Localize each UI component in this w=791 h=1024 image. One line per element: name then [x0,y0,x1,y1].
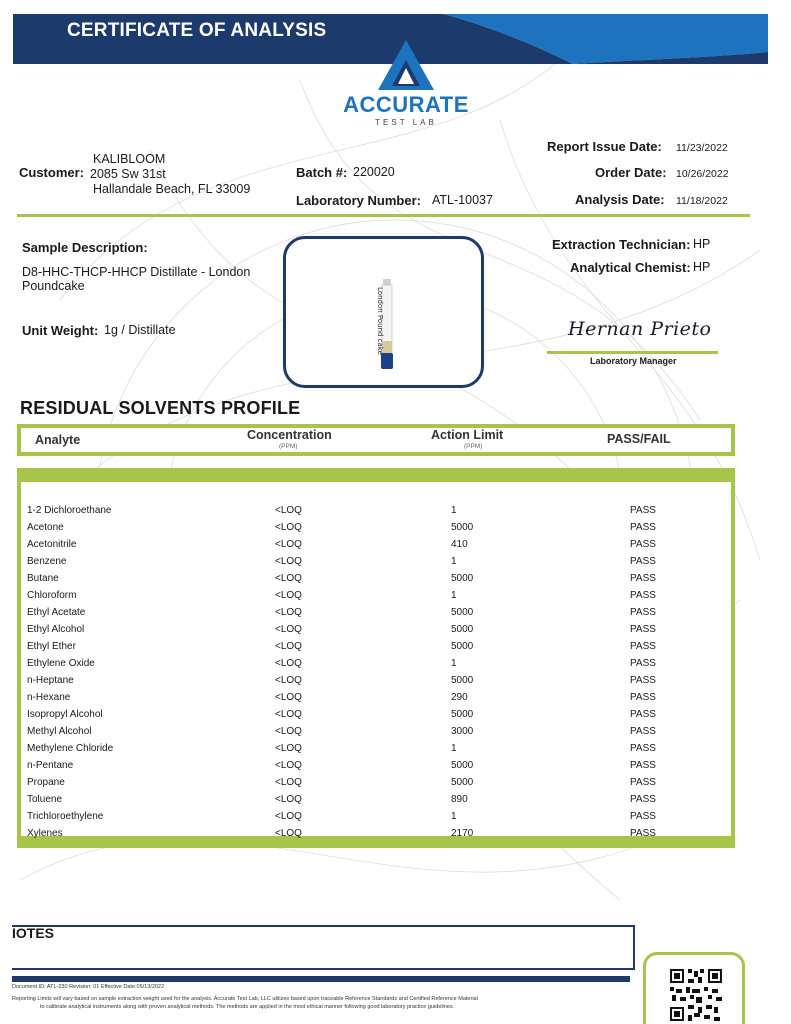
cell-concentration: <LOQ [275,539,302,550]
table-row [21,673,731,690]
notes-box [12,925,635,970]
cell-analyte: Ethyl Alcohol [27,624,85,635]
cell-analyte: n-Pentane [27,760,74,771]
col-concentration-unit: (PPM) [279,443,298,450]
cell-analyte: Chloroform [27,590,77,601]
table-row [21,724,731,741]
cell-analyte: Butane [27,573,59,584]
table-row [21,690,731,707]
table-row [21,554,731,571]
cell-action-limit: 1 [451,811,457,822]
cell-concentration: <LOQ [275,590,302,601]
cell-pass-fail: PASS [630,828,656,839]
cell-analyte: Methyl Alcohol [27,726,92,737]
analysis-date: 11/18/2022 [676,195,728,207]
order-date-label: Order Date: [595,165,667,180]
cell-analyte: Ethylene Oxide [27,658,95,669]
table-row [21,588,731,605]
cell-analyte: Ethyl Acetate [27,607,86,618]
cell-action-limit: 5000 [451,522,474,533]
sample-description-label: Sample Description: [22,240,148,255]
lab-number-value: ATL-10037 [432,193,493,207]
cell-analyte: Xylenes [27,828,63,839]
cell-pass-fail: PASS [630,641,656,652]
analytical-chemist-value: HP [693,260,711,274]
cell-action-limit: 890 [451,794,468,805]
cell-pass-fail: PASS [630,624,656,635]
cell-pass-fail: PASS [630,811,656,822]
table-row [21,605,731,622]
table-row [21,622,731,639]
logo-subtitle: TEST LAB [375,118,437,127]
cell-action-limit: 1 [451,590,457,601]
manager-signature: Hernan Prieto [568,318,712,340]
batch-label: Batch #: [296,165,348,180]
cell-concentration: <LOQ [275,607,302,618]
sample-photo-frame [283,236,484,388]
table-row [21,809,731,826]
table-row [21,639,731,656]
cell-concentration: <LOQ [275,658,302,669]
customer-address-line2: Hallandale Beach, FL 33009 [93,182,251,196]
cell-analyte: Benzene [27,556,67,567]
logo-wordmark: ACCURATE [343,92,469,117]
cell-action-limit: 5000 [451,709,474,720]
cell-pass-fail: PASS [630,556,656,567]
cell-analyte: Isopropyl Alcohol [27,709,103,720]
cell-concentration: <LOQ [275,556,302,567]
cell-pass-fail: PASS [630,777,656,788]
cell-concentration: <LOQ [275,624,302,635]
col-action-limit-unit: (PPM) [464,443,483,450]
notes-title: IOTES [12,925,55,941]
extraction-technician-label: Extraction Technician: [552,237,691,252]
cell-pass-fail: PASS [630,607,656,618]
table-row [21,571,731,588]
cell-analyte: Methylene Chloride [27,743,114,754]
order-date: 10/26/2022 [676,168,729,180]
cell-analyte: Acetonitrile [27,539,77,550]
table-row [21,503,731,520]
report-issue-date: 11/23/2022 [676,142,728,154]
cell-pass-fail: PASS [630,590,656,601]
footer-disclaimer-line1: Reporting Limits will vary based on sample extraction weight used for the analysis. Accurate Test Lab, LLC utilizes based upon traceable Reference Standards and Certified Reference Material [12,996,478,1002]
cell-concentration: <LOQ [275,675,302,686]
col-analyte: Analyte [35,433,81,447]
cell-concentration: <LOQ [275,505,302,516]
cell-concentration: <LOQ [275,811,302,822]
table-row [21,775,731,792]
col-pass-fail: PASS/FAIL [607,432,671,446]
cell-pass-fail: PASS [630,505,656,516]
cell-action-limit: 1 [451,658,457,669]
lab-number-label: Laboratory Number: [296,193,421,208]
unit-weight-value: 1g / Distillate [104,323,176,337]
cell-concentration: <LOQ [275,794,302,805]
cell-analyte: Trichloroethylene [27,811,104,822]
cell-concentration: <LOQ [275,709,302,720]
cell-concentration: <LOQ [275,573,302,584]
customer-label: Customer: [19,165,85,180]
cell-action-limit: 410 [451,539,468,550]
cell-analyte: 1-2 Dichloroethane [27,505,112,516]
customer-address-line1: 2085 Sw 31st [90,167,166,181]
cell-pass-fail: PASS [630,743,656,754]
results-table [17,468,735,848]
cell-concentration: <LOQ [275,828,302,839]
cell-pass-fail: PASS [630,794,656,805]
col-action-limit: Action Limit [431,428,504,442]
cell-pass-fail: PASS [630,692,656,703]
cell-concentration: <LOQ [275,777,302,788]
cell-pass-fail: PASS [630,709,656,720]
table-row [21,826,731,843]
cell-concentration: <LOQ [275,760,302,771]
logo-triangle-icon [336,38,476,94]
cell-action-limit: 5000 [451,777,474,788]
cell-analyte: Ethyl Ether [27,641,76,652]
table-row [21,741,731,758]
table-row [21,520,731,537]
cell-action-limit: 1 [451,556,457,567]
manager-title: Laboratory Manager [590,356,677,366]
table-row [21,707,731,724]
cell-action-limit: 3000 [451,726,474,737]
cell-analyte: n-Heptane [27,675,74,686]
section-title: RESIDUAL SOLVENTS PROFILE [20,398,301,418]
footer-disclaimer-line2: to calibrate analytical instruments along with proven analytical methods. The methods are applied in the most ethical manner following good laboratory practice guidelines. [40,1004,455,1010]
cell-action-limit: 5000 [451,573,474,584]
table-row [21,656,731,673]
cell-concentration: <LOQ [275,522,302,533]
cell-action-limit: 5000 [451,607,474,618]
sample-description-line1: D8-HHC-THCP-HHCP Distillate - London [22,265,251,279]
cell-pass-fail: PASS [630,726,656,737]
cell-action-limit: 5000 [451,675,474,686]
footer-document-id: Document ID: ATL-230 Revision: 01 Effective Date:05/13/2022 [12,984,165,990]
analysis-date-label: Analysis Date: [575,192,665,207]
cell-pass-fail: PASS [630,760,656,771]
qr-code-frame [643,952,745,1024]
unit-weight-label: Unit Weight: [22,323,99,338]
sample-description-line2: Poundcake [22,279,85,293]
cell-pass-fail: PASS [630,539,656,550]
signature-line [547,351,718,354]
cell-analyte: Acetone [27,522,64,533]
col-concentration: Concentration [247,428,332,442]
table-header [17,424,735,456]
cell-action-limit: 2170 [451,828,474,839]
cell-analyte: n-Hexane [27,692,71,703]
cell-action-limit: 5000 [451,624,474,635]
cell-action-limit: 5000 [451,760,474,771]
cell-concentration: <LOQ [275,743,302,754]
header-divider [17,214,750,217]
cell-pass-fail: PASS [630,522,656,533]
cell-pass-fail: PASS [630,573,656,584]
vial-label-text: London Pound cake [375,287,384,355]
customer-name: KALIBLOOM [93,152,166,166]
company-logo [336,38,476,128]
cell-action-limit: 1 [451,505,457,516]
table-row [21,758,731,775]
cell-concentration: <LOQ [275,692,302,703]
report-issue-date-label: Report Issue Date: [547,139,662,154]
analytical-chemist-label: Analytical Chemist: [570,260,691,275]
batch-value: 220020 [353,165,395,179]
table-row [21,537,731,554]
cell-concentration: <LOQ [275,726,302,737]
document-title: CERTIFICATE OF ANALYSIS [67,20,327,41]
cell-analyte: Toluene [27,794,63,805]
table-row [21,792,731,809]
cell-pass-fail: PASS [630,675,656,686]
cell-analyte: Propane [27,777,65,788]
cell-action-limit: 1 [451,743,457,754]
cell-action-limit: 290 [451,692,468,703]
cell-concentration: <LOQ [275,641,302,652]
extraction-technician-value: HP [693,237,711,251]
footer-bar [12,976,630,982]
cell-pass-fail: PASS [630,658,656,669]
cell-action-limit: 5000 [451,641,474,652]
qr-code-icon[interactable] [668,967,724,1023]
